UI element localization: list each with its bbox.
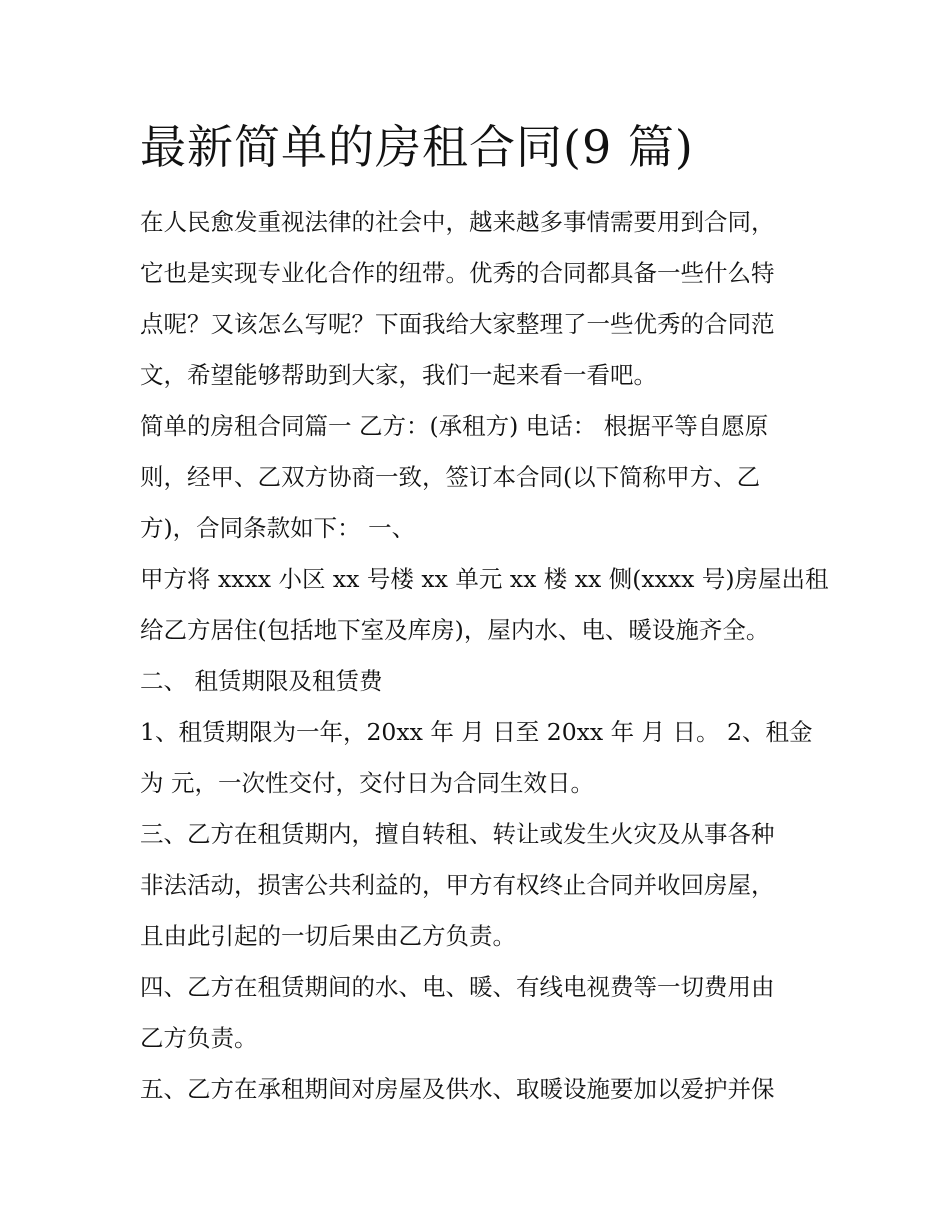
paragraph-line: 四、乙方在租赁期间的水、电、暖、有线电视费等一切费用由 [140, 973, 775, 1001]
paragraph-line: 为 元，一次性交付，交付日为合同生效日。 [140, 769, 594, 797]
paragraph-line: 五、乙方在承租期间对房屋及供水、取暖设施要加以爱护并保 [140, 1075, 775, 1103]
paragraph-line: 方)，合同条款如下： 一、 [140, 514, 416, 542]
paragraph-line: 它也是实现专业化合作的纽带。优秀的合同都具备一些什么特 [140, 259, 775, 287]
paragraph-line: 1、租赁期限为一年，20xx 年 月 日至 20xx 年 月 日。 2、租金 [140, 718, 813, 746]
paragraph-line: 三、乙方在租赁期内，擅自转租、转让或发生火灾及从事各种 [140, 820, 775, 848]
paragraph-line: 甲方将 xxxx 小区 xx 号楼 xx 单元 xx 楼 xx 侧(xxxx 号)房屋出租 [140, 565, 829, 593]
paragraph-line: 二、 租赁期限及租赁费 [140, 667, 383, 695]
paragraph-line: 乙方负责。 [140, 1024, 258, 1052]
paragraph-line: 文，希望能够帮助到大家，我们一起来看一看吧。 [140, 361, 657, 389]
paragraph-line: 给乙方居住(包括地下室及库房)，屋内水、电、暖设施齐全。 [140, 616, 770, 644]
paragraph-line: 在人民愈发重视法律的社会中，越来越多事情需要用到合同， [140, 208, 775, 236]
paragraph-line: 则，经甲、乙双方协商一致，签订本合同(以下简称甲方、乙 [140, 463, 761, 491]
paragraph-line: 点呢？又该怎么写呢？下面我给大家整理了一些优秀的合同范 [140, 310, 775, 338]
paragraph-line: 非法活动，损害公共利益的，甲方有权终止合同并收回房屋， [140, 871, 775, 899]
document-title: 最新简单的房租合同(9 篇) [140, 120, 694, 174]
paragraph-line: 且由此引起的一切后果由乙方负责。 [140, 922, 516, 950]
paragraph-line: 简单的房租合同篇一 乙方：(承租方) 电话： 根据平等自愿原 [140, 412, 769, 440]
